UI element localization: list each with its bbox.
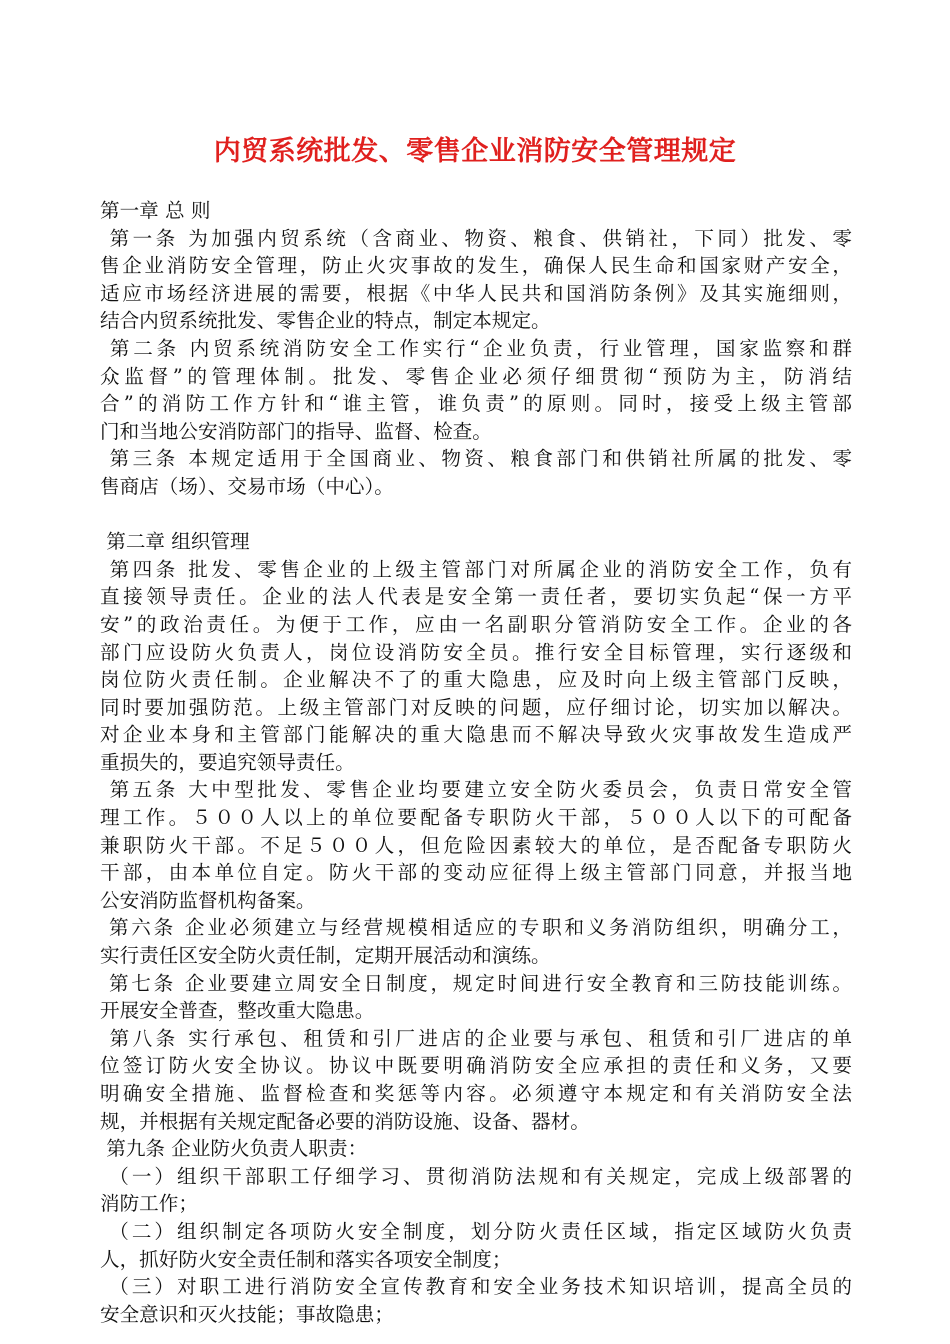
text-line: 第四条 批发、零售企业的上级主管部门对所属企业的消防安全工作，负有 — [100, 557, 852, 581]
text-line: 安全意识和灭火技能；事故隐患； — [100, 1302, 394, 1326]
text-line: （三）对职工进行消防安全宣传教育和安全业务技术知识培训，提高全员的 — [100, 1275, 852, 1299]
text-line: 实行责任区安全防火责任制，定期开展活动和演练。 — [100, 944, 551, 968]
text-line: 规，并根据有关规定配备必要的消防设施、设备、器材。 — [100, 1109, 590, 1133]
text-line: 售商店（场）、交易市场（中心）。 — [100, 474, 394, 498]
text-line: 第八条 实行承包、租赁和引厂进店的企业要与承包、租赁和引厂进店的单 — [100, 1026, 852, 1050]
text-line: 门和当地公安消防部门的指导、监督、检查。 — [100, 419, 492, 443]
text-line: 安”的政治责任。为便于工作，应由一名副职分管消防安全工作。企业的各 — [100, 612, 852, 636]
text-line: 第五条 大中型批发、零售企业均要建立安全防火委员会，负责日常安全管 — [100, 778, 852, 802]
text-line — [100, 501, 852, 529]
text-line: 第九条 企业防火负责人职责： — [100, 1137, 368, 1161]
text-line: 第二条 内贸系统消防安全工作实行“企业负责，行业管理，国家监察和群 — [100, 336, 852, 360]
text-line: 人，抓好防火安全责任制和落实各项安全制度； — [100, 1247, 512, 1271]
text-line: 部门应设防火负责人，岗位设消防安全员。推行安全目标管理，实行逐级和 — [100, 640, 852, 664]
text-line: 理工作。５００人以上的单位要配备专职防火干部，５００人以下的可配备 — [100, 806, 852, 830]
document-body — [100, 197, 852, 1328]
text-line: 结合内贸系统批发、零售企业的特点，制定本规定。 — [100, 309, 551, 333]
document-title: 内贸系统批发、零售企业消防安全管理规定 — [213, 136, 737, 167]
text-line: 重损失的，要追究领导责任。 — [100, 750, 355, 774]
text-line: 对企业本身和主管部门能解决的重大隐患而不解决导致火灾事故发生造成严 — [100, 723, 852, 747]
text-line: 众监督”的管理体制。批发、零售企业必须仔细贯彻“预防为主，防消结 — [100, 364, 852, 388]
text-line: 售企业消防安全管理，防止火灾事故的发生，确保人民生命和国家财产安全， — [100, 254, 852, 278]
text-line: 明确安全措施、监督检查和奖惩等内容。必须遵守本规定和有关消防安全法 — [100, 1082, 852, 1105]
text-line: 干部，由本单位自定。防火干部的变动应征得上级主管部门同意，并报当地 — [100, 861, 852, 885]
text-line: 消防工作； — [100, 1192, 198, 1216]
text-line: 位签订防火安全协议。协议中既要明确消防安全应承担的责任和义务，又要 — [100, 1054, 852, 1078]
text-line: 开展安全普查，整改重大隐患。 — [100, 999, 375, 1023]
text-line: 第一章 总 则 — [100, 199, 211, 222]
text-line: 第六条 企业必须建立与经营规模相适应的专职和义务消防组织，明确分工， — [100, 916, 852, 940]
text-line: （二）组织制定各项防火安全制度，划分防火责任区域，指定区域防火负责 — [100, 1219, 852, 1243]
text-line: 第三条 本规定适用于全国商业、物资、粮食部门和供销社所属的批发、零 — [100, 447, 852, 471]
text-line: 岗位防火责任制。企业解决不了的重大隐患，应及时向上级主管部门反映， — [100, 668, 852, 692]
text-line: 第二章 组织管理 — [100, 530, 250, 554]
text-line: 公安消防监督机构备案。 — [100, 888, 316, 912]
text-line: 同时要加强防范。上级主管部门对反映的问题，应仔细讨论，切实加以解决。 — [100, 695, 852, 719]
text-line: 第七条 企业要建立周安全日制度，规定时间进行安全教育和三防技能训练。 — [100, 971, 852, 995]
text-line: 适应市场经济进展的需要，根据《中华人民共和国消防条例》及其实施细则， — [100, 281, 852, 305]
text-line: 直接领导责任。企业的法人代表是安全第一责任者，要切实负起“保一方平 — [100, 585, 852, 609]
text-line: （一）组织干部职工仔细学习、贯彻消防法规和有关规定，完成上级部署的 — [100, 1164, 852, 1188]
text-line: 合”的消防工作方针和“谁主管，谁负责”的原则。同时，接受上级主管部 — [100, 392, 852, 416]
text-line: 第一条 为加强内贸系统（含商业、物资、粮食、供销社，下同）批发、零 — [100, 226, 852, 250]
text-line: 兼职防火干部。不足５００人，但危险因素较大的单位，是否配备专职防火 — [100, 833, 852, 857]
